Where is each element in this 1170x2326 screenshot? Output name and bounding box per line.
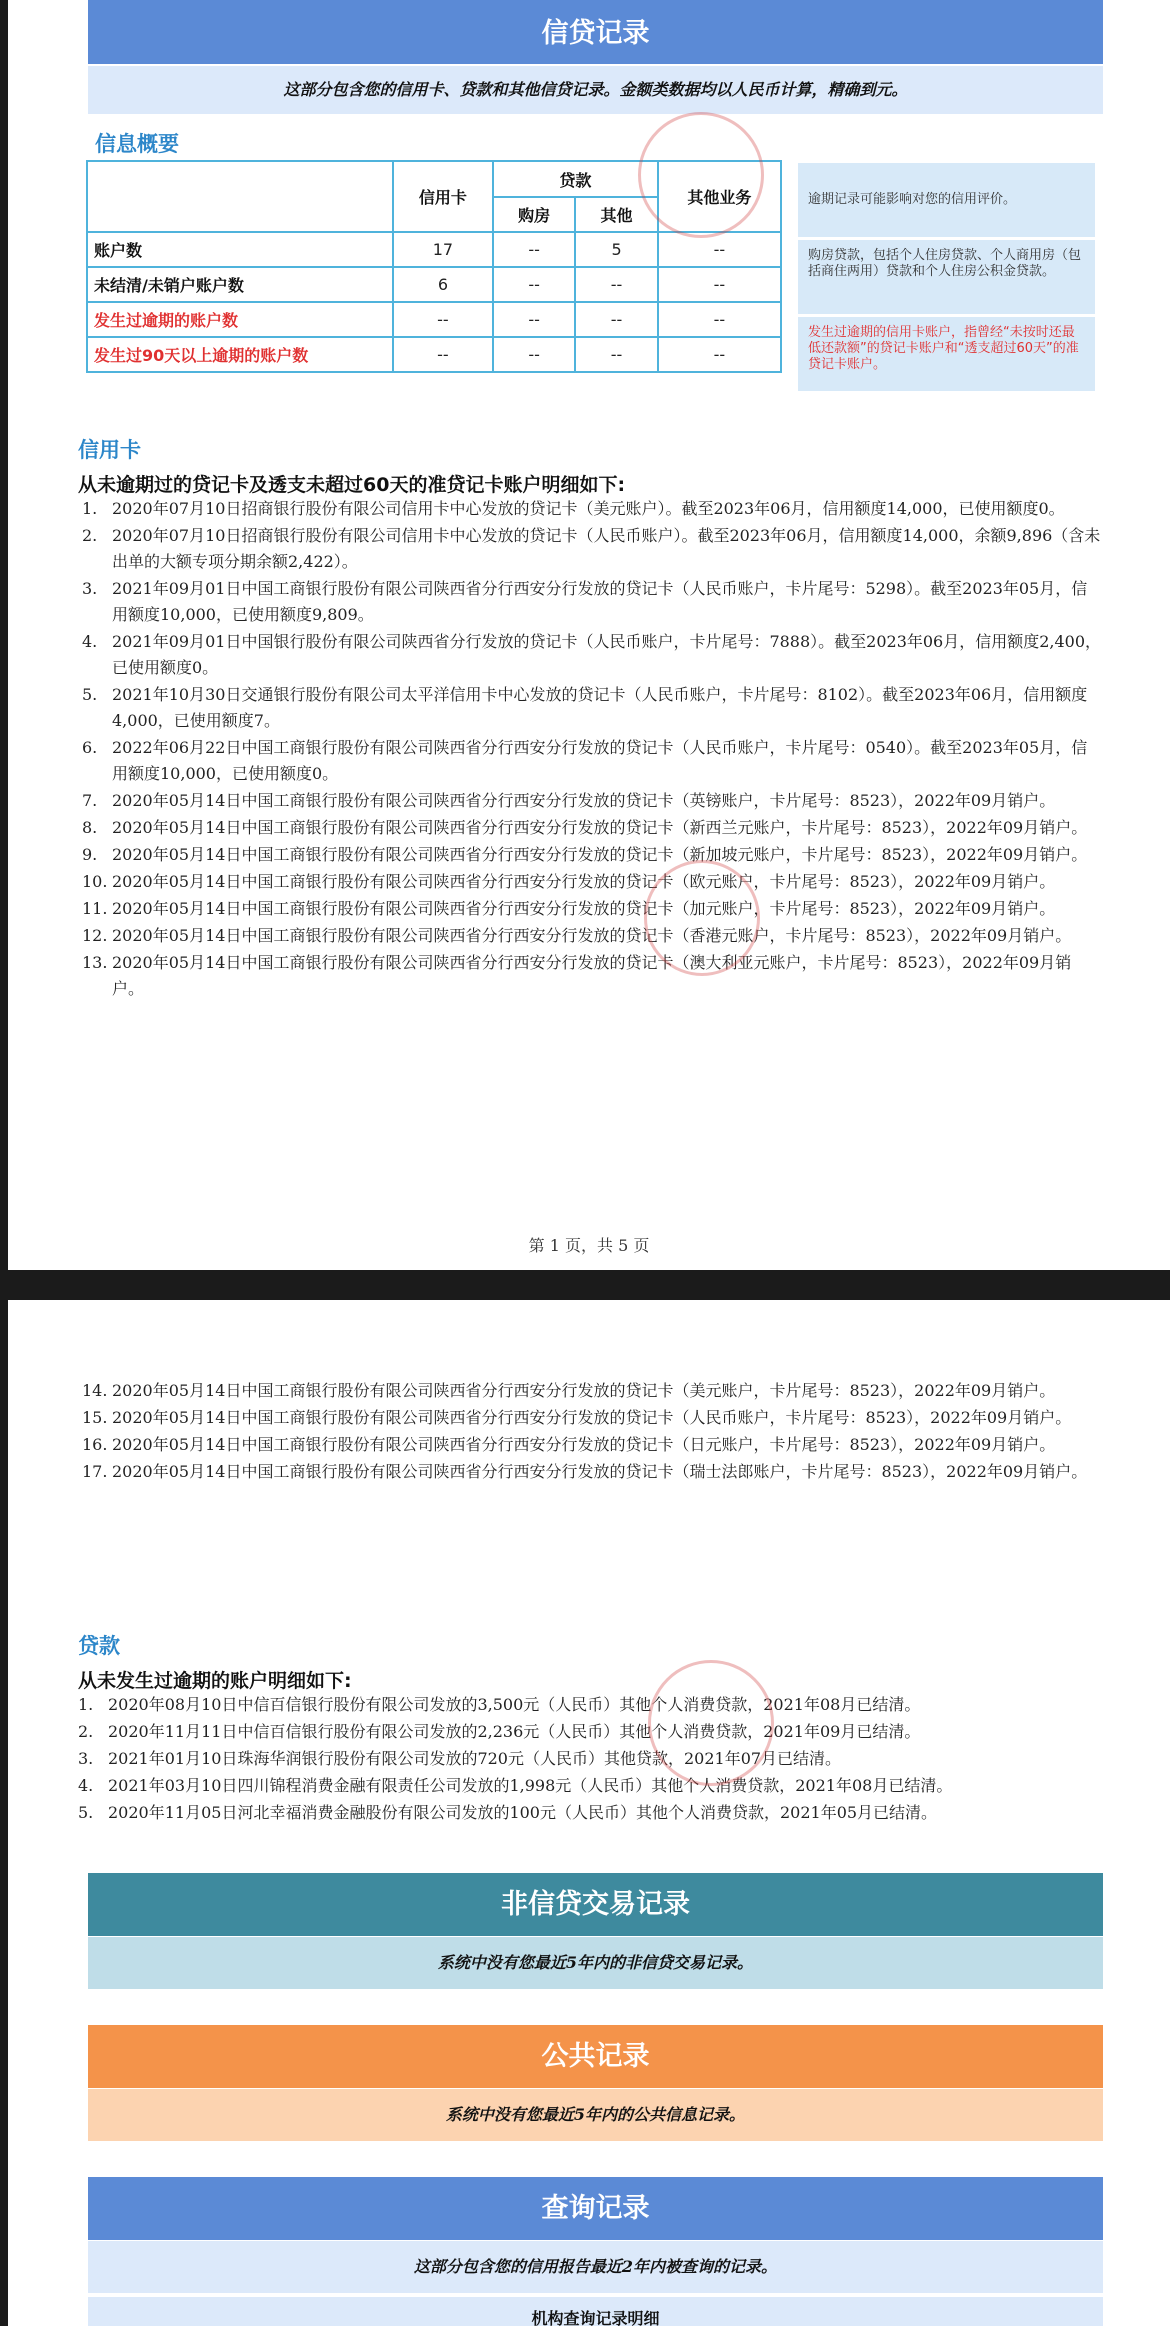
list-item (82, 735, 1102, 787)
cell-housing: -- (493, 232, 575, 267)
item-number: 16. (82, 1435, 108, 1454)
row-label: 发生过90天以上逾期的账户数 (87, 337, 393, 372)
item-number: 17. (82, 1462, 108, 1481)
item-number: 3. (82, 579, 98, 598)
cell-business: -- (658, 267, 781, 302)
cell-other: -- (575, 337, 657, 372)
cell-business: -- (658, 232, 781, 267)
credit-card-label: 信用卡 (78, 438, 141, 462)
query-records-subtitle: 这部分包含您的信用报告最近2年内被查询的记录。 (88, 2241, 1103, 2293)
cell-housing: -- (493, 337, 575, 372)
item-text: 2020年07月10日招商银行股份有限公司信用卡中心发放的贷记卡（美元账户）。截至2023年06月，信用额度14,000，已使用额度0。 (112, 499, 1065, 518)
credit-card-list (82, 496, 1102, 1003)
cell-card: -- (393, 302, 493, 337)
item-text: 2020年08月10日中信百信银行股份有限公司发放的3,500元（人民币）其他个人消费贷款，2021年08月已结清。 (108, 1695, 921, 1714)
list-item (78, 1773, 1098, 1799)
header-credit-card: 信用卡 (393, 161, 493, 232)
summary-label: 信息概要 (95, 132, 179, 156)
item-text: 2020年05月14日中国工商银行股份有限公司陕西省分行西安分行发放的贷记卡（新加坡元账户，卡片尾号：8523），2022年09月销户。 (112, 845, 1088, 864)
item-text: 2021年10月30日交通银行股份有限公司太平洋信用卡中心发放的贷记卡（人民币账户，卡片尾号：8102）。截至2023年06月，信用额度4,000，已使用额度7。 (112, 685, 1088, 730)
list-item (82, 523, 1102, 575)
list-item (82, 1405, 1102, 1431)
item-text: 2022年06月22日中国工商银行股份有限公司陕西省分行西安分行发放的贷记卡（人民币账户，卡片尾号：0540）。截至2023年05月，信用额度10,000，已使用额度0。 (112, 738, 1088, 783)
header-housing: 购房 (493, 197, 575, 232)
item-text: 2020年05月14日中国工商银行股份有限公司陕西省分行西安分行发放的贷记卡（澳大利亚元账户，卡片尾号：8523），2022年09月销户。 (112, 953, 1072, 998)
query-records-title: 查询记录 (88, 2177, 1103, 2240)
item-number: 1. (82, 499, 98, 518)
item-number: 4. (82, 632, 98, 651)
item-number: 2. (78, 1722, 94, 1741)
table-row (87, 337, 781, 372)
corner-cell (87, 161, 393, 232)
table-row (87, 232, 781, 267)
item-number: 5. (82, 685, 98, 704)
list-item (82, 1459, 1102, 1485)
item-text: 2021年01月10日珠海华润银行股份有限公司发放的720元（人民币）其他贷款，2021年07月已结清。 (108, 1749, 842, 1768)
item-text: 2020年05月14日中国工商银行股份有限公司陕西省分行西安分行发放的贷记卡（瑞士法郎账户，卡片尾号：8523），2022年09月销户。 (112, 1462, 1088, 1481)
list-item (82, 842, 1102, 868)
loan-intro: 从未发生过逾期的账户明细如下: (78, 1670, 352, 1692)
cell-other: -- (575, 267, 657, 302)
cell-business: -- (658, 302, 781, 337)
summary-table (86, 160, 782, 373)
cell-other: -- (575, 302, 657, 337)
header-loan: 贷款 (493, 161, 658, 197)
report-page-2 (8, 1300, 1170, 2326)
item-text: 2020年05月14日中国工商银行股份有限公司陕西省分行西安分行发放的贷记卡（香港元账户，卡片尾号：8523），2022年09月销户。 (112, 926, 1072, 945)
list-item (78, 1800, 1098, 1826)
list-item (82, 923, 1102, 949)
row-label: 发生过逾期的账户数 (87, 302, 393, 337)
item-number: 9. (82, 845, 98, 864)
credit-card-intro: 从未逾期过的贷记卡及透支未超过60天的准贷记卡账户明细如下: (78, 474, 626, 496)
query-detail-header: 机构查询记录明细 (88, 2297, 1103, 2326)
item-text: 2020年05月14日中国工商银行股份有限公司陕西省分行西安分行发放的贷记卡（英镑账户，卡片尾号：8523），2022年09月销户。 (112, 791, 1056, 810)
item-number: 15. (82, 1408, 108, 1427)
list-item (78, 1719, 1098, 1745)
item-number: 12. (82, 926, 108, 945)
item-text: 2020年05月14日中国工商银行股份有限公司陕西省分行西安分行发放的贷记卡（人民币账户，卡片尾号：8523），2022年09月销户。 (112, 1408, 1072, 1427)
public-records-title: 公共记录 (88, 2025, 1103, 2088)
item-number: 7. (82, 791, 98, 810)
item-text: 2020年07月10日招商银行股份有限公司信用卡中心发放的贷记卡（人民币账户）。截至2023年06月，信用额度14,000，余额9,896（含未出单的大额专项分期余额2,422）。 (112, 526, 1101, 571)
note-housing-loan: 购房贷款，包括个人住房贷款、个人商用房（包括商住两用）贷款和个人住房公积金贷款。 (798, 240, 1095, 314)
note-overdue-definition: 发生过逾期的信用卡账户，指曾经“未按时还最低还款额”的贷记卡账户和“透支超过60天”的准贷记卡账户。 (798, 317, 1095, 391)
cell-other: 5 (575, 232, 657, 267)
item-number: 14. (82, 1381, 108, 1400)
credit-card-list-continued (82, 1378, 1102, 1486)
loan-label: 贷款 (78, 1634, 120, 1658)
table-row (87, 302, 781, 337)
list-item (82, 896, 1102, 922)
loan-list (78, 1692, 1098, 1827)
header-other: 其他 (575, 197, 657, 232)
item-number: 3. (78, 1749, 94, 1768)
item-text: 2020年11月05日河北幸福消费金融股份有限公司发放的100元（人民币）其他个人消费贷款，2021年05月已结清。 (108, 1803, 938, 1822)
list-item (82, 815, 1102, 841)
list-item (78, 1746, 1098, 1772)
item-number: 4. (78, 1776, 94, 1795)
item-number: 5. (78, 1803, 94, 1822)
cell-card: 6 (393, 267, 493, 302)
row-label: 账户数 (87, 232, 393, 267)
item-text: 2020年05月14日中国工商银行股份有限公司陕西省分行西安分行发放的贷记卡（加元账户，卡片尾号：8523），2022年09月销户。 (112, 899, 1056, 918)
cell-card: -- (393, 337, 493, 372)
page-footer: 第 1 页，共 5 页 (528, 1236, 650, 1255)
list-item (82, 950, 1102, 1002)
report-page-1 (8, 0, 1170, 1270)
cell-business: -- (658, 337, 781, 372)
note-overdue-impact: 逾期记录可能影响对您的信用评价。 (798, 163, 1095, 237)
item-number: 11. (82, 899, 108, 918)
item-number: 10. (82, 872, 108, 891)
non-credit-title: 非信贷交易记录 (88, 1873, 1103, 1936)
list-item (82, 869, 1102, 895)
list-item (82, 576, 1102, 628)
row-label: 未结清/未销户账户数 (87, 267, 393, 302)
list-item (78, 1692, 1098, 1718)
list-item (82, 1432, 1102, 1458)
list-item (82, 682, 1102, 734)
cell-housing: -- (493, 267, 575, 302)
list-item (82, 629, 1102, 681)
item-text: 2020年05月14日中国工商银行股份有限公司陕西省分行西安分行发放的贷记卡（美元账户，卡片尾号：8523），2022年09月销户。 (112, 1381, 1056, 1400)
list-item (82, 1378, 1102, 1404)
item-number: 2. (82, 526, 98, 545)
table-row (87, 267, 781, 302)
item-text: 2021年09月01日中国工商银行股份有限公司陕西省分行西安分行发放的贷记卡（人民币账户，卡片尾号：5298）。截至2023年05月，信用额度10,000，已使用额度9,809。 (112, 579, 1088, 624)
credit-records-subtitle: 这部分包含您的信用卡、贷款和其他信贷记录。金额类数据均以人民币计算，精确到元。 (88, 66, 1103, 114)
list-item (82, 788, 1102, 814)
item-number: 1. (78, 1695, 94, 1714)
header-other-business: 其他业务 (658, 161, 781, 232)
public-records-subtitle: 系统中没有您最近5年内的公共信息记录。 (88, 2089, 1103, 2141)
item-text: 2020年11月11日中信百信银行股份有限公司发放的2,236元（人民币）其他个人消费贷款，2021年09月已结清。 (108, 1722, 921, 1741)
non-credit-subtitle: 系统中没有您最近5年内的非信贷交易记录。 (88, 1937, 1103, 1989)
item-number: 6. (82, 738, 98, 757)
item-text: 2021年03月10日四川锦程消费金融有限责任公司发放的1,998元（人民币）其他个人消费贷款，2021年08月已结清。 (108, 1776, 953, 1795)
item-text: 2021年09月01日中国银行股份有限公司陕西省分行发放的贷记卡（人民币账户，卡片尾号：7888）。截至2023年06月，信用额度2,400，已使用额度0。 (112, 632, 1102, 677)
cell-card: 17 (393, 232, 493, 267)
list-item (82, 496, 1102, 522)
item-text: 2020年05月14日中国工商银行股份有限公司陕西省分行西安分行发放的贷记卡（日元账户，卡片尾号：8523），2022年09月销户。 (112, 1435, 1056, 1454)
cell-housing: -- (493, 302, 575, 337)
item-number: 8. (82, 818, 98, 837)
item-text: 2020年05月14日中国工商银行股份有限公司陕西省分行西安分行发放的贷记卡（新西兰元账户，卡片尾号：8523），2022年09月销户。 (112, 818, 1088, 837)
credit-records-title: 信贷记录 (88, 0, 1103, 64)
item-number: 13. (82, 953, 108, 972)
item-text: 2020年05月14日中国工商银行股份有限公司陕西省分行西安分行发放的贷记卡（欧元账户，卡片尾号：8523），2022年09月销户。 (112, 872, 1056, 891)
